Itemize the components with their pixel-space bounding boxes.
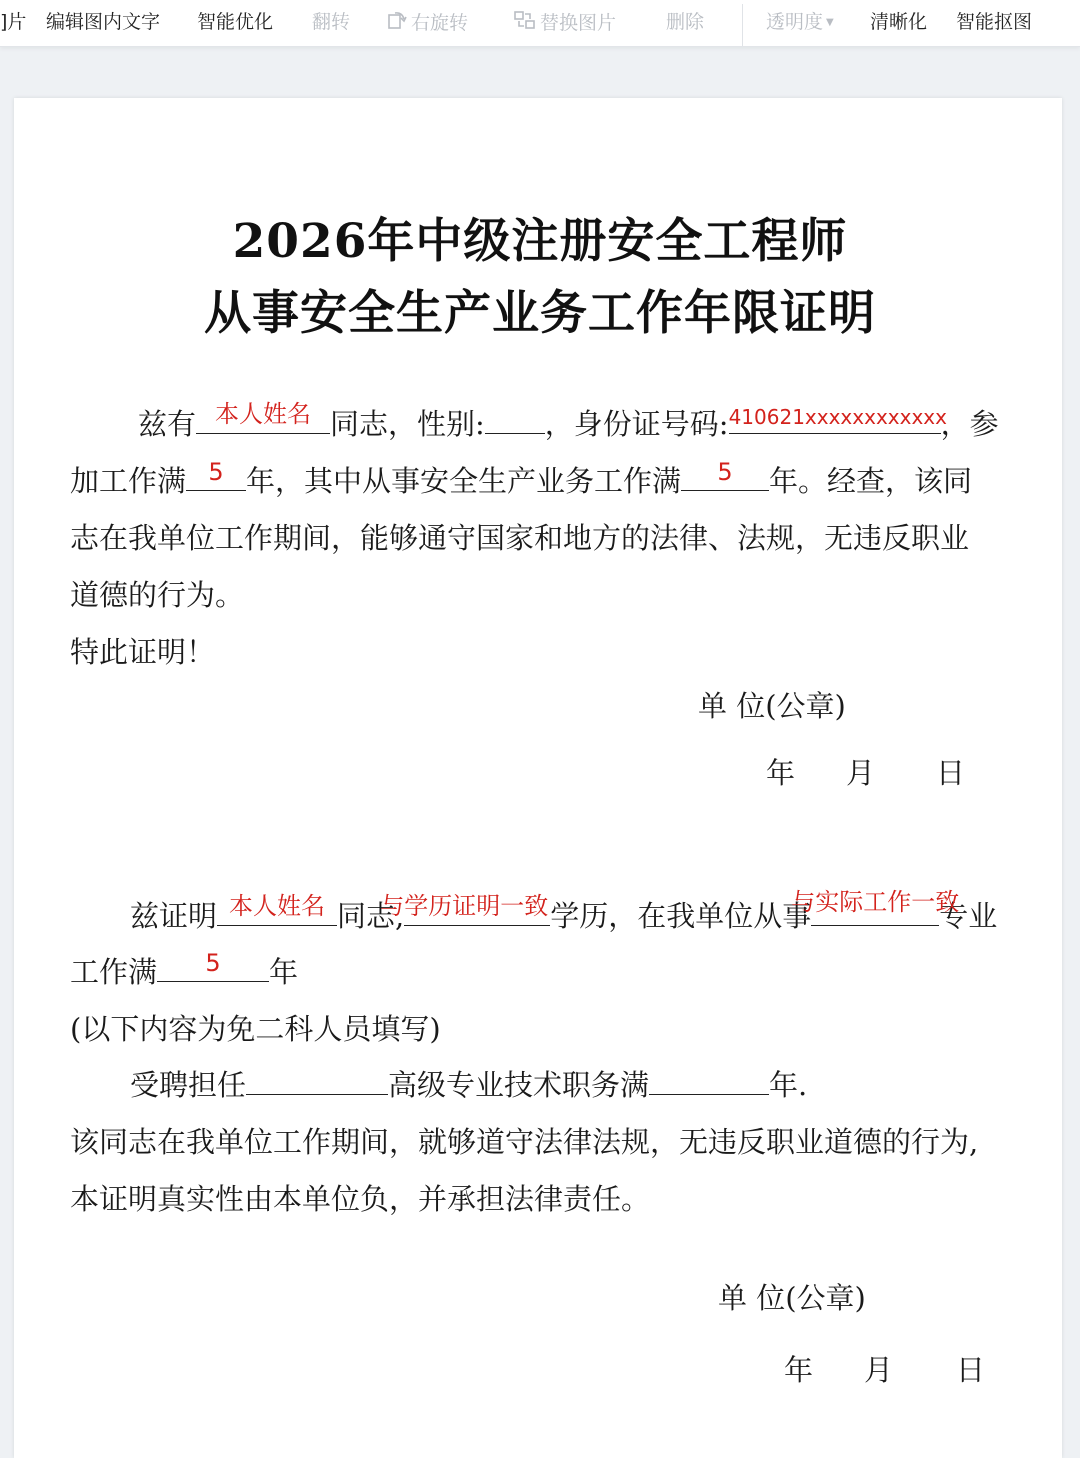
paragraph-line: (以下内容为免二科人员填写): [70, 1012, 441, 1046]
flip-label: 翻转: [312, 11, 351, 33]
work-years-fill: 5: [208, 458, 224, 486]
edit-image-text-label: 编辑图内文字: [46, 11, 161, 33]
toolbar-image-label: ]片: [0, 11, 27, 33]
smart-optimize-button[interactable]: [197, 9, 273, 35]
paragraph-line: 该同志在我单位工作期间，就够道守法律法规，无违反职业道德的行为,: [70, 1125, 979, 1159]
date-month-2: 月: [864, 1353, 894, 1387]
toolbar-image-button[interactable]: [0, 9, 26, 35]
delete-button[interactable]: [666, 9, 704, 35]
image-toolbar: [0, 0, 1080, 47]
id-blank: [728, 405, 947, 434]
education-fill: 与学历证明一致: [380, 892, 549, 920]
paragraph-line: 工作满 5 年: [70, 949, 299, 989]
sharpen-button[interactable]: [870, 9, 927, 35]
date-day-2: 日: [956, 1353, 986, 1387]
work-field-blank: [791, 888, 960, 926]
id-number-fill: 410621xxxxxxxxxxxx: [728, 405, 947, 429]
document-title-line2: 从事安全生产业务工作年限证明: [204, 286, 876, 341]
document-title-line1: 2026年中级注册安全工程师: [232, 214, 848, 269]
name-fill-2: 本人姓名: [229, 892, 326, 920]
edit-image-text-button[interactable]: [46, 9, 160, 35]
smart-optimize-label: 智能优化: [197, 11, 274, 33]
replace-image-label: 替换图片: [540, 12, 617, 34]
name-blank: [196, 400, 330, 434]
position-years-blank: [649, 1068, 769, 1095]
name-blank-2: [217, 892, 337, 926]
paragraph-line: 加工作满 5 年，其中从事安全生产业务工作满 5 年。经查，该同: [70, 458, 973, 498]
rotate-right-icon: [386, 9, 408, 38]
gender-blank: [485, 407, 545, 434]
toolbar-divider: [742, 4, 743, 47]
safety-years-fill: 5: [717, 458, 733, 486]
rotate-right-button[interactable]: [386, 9, 468, 35]
work-years-blank-2: [157, 949, 269, 982]
sharpen-label: 清晰化: [870, 11, 928, 33]
paragraph-line: 志在我单位工作期间，能够通守国家和地方的法律、法规，无违反职业: [70, 521, 970, 555]
seal-label: 单 位(公章): [698, 689, 846, 723]
delete-label: 删除: [666, 11, 705, 33]
chevron-down-icon: ▼: [826, 16, 834, 28]
paragraph-line: 受聘担任 高级专业技术职务满 年.: [130, 1068, 808, 1102]
date-month: 月: [846, 756, 876, 790]
work-years-blank: [186, 458, 246, 491]
paragraph-line: 本证明真实性由本单位负，并承担法律责任。: [70, 1182, 651, 1216]
opacity-dropdown[interactable]: [766, 9, 834, 35]
paragraph-line: 道德的行为。: [70, 578, 245, 612]
work-field-fill: 与实际工作一致: [791, 888, 960, 916]
smart-cutout-label: 智能抠图: [956, 11, 1033, 33]
flip-button[interactable]: [312, 9, 350, 35]
paragraph-line: 兹证明 本人姓名 同志, 与学历证明一致 学历，在我单位从事 与实际工作一致 专业: [130, 894, 997, 935]
seal-label-2: 单 位(公章): [718, 1281, 866, 1315]
opacity-label: 透明度: [766, 11, 824, 33]
smart-cutout-button[interactable]: [956, 9, 1032, 35]
rotate-right-label: 右旋转: [411, 12, 469, 34]
date-day: 日: [936, 756, 966, 790]
position-blank: [246, 1068, 388, 1095]
name-fill: 本人姓名: [215, 400, 312, 428]
replace-image-button[interactable]: [513, 9, 616, 35]
work-years-fill-2: 5: [205, 949, 221, 977]
paragraph-line: 特此证明！: [70, 635, 216, 669]
replace-image-icon: [513, 9, 537, 38]
education-blank: [380, 892, 550, 926]
paragraph-line: 兹有 本人姓名 同志，性别: ，身份证号码: 410621xxxxxxxxxxxx ，参: [138, 402, 999, 443]
date-year: 年: [766, 756, 796, 790]
safety-years-blank: [681, 458, 769, 491]
date-year-2: 年: [784, 1353, 814, 1387]
